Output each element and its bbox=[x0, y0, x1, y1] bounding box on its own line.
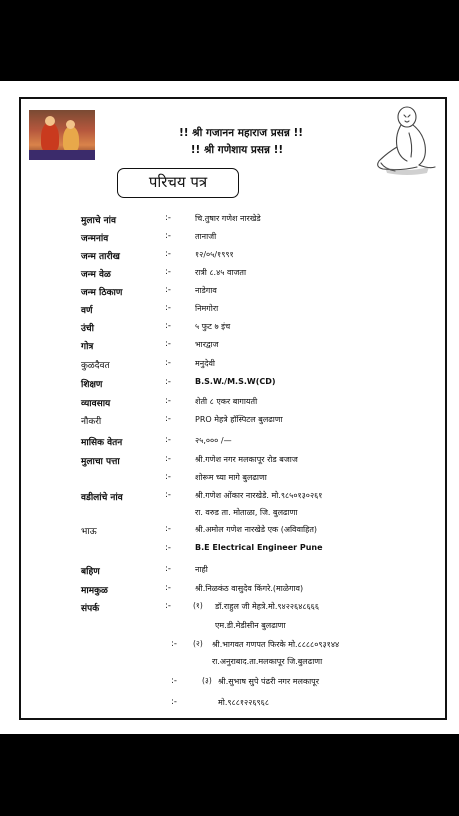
field-separator: :- bbox=[165, 583, 171, 593]
header-invocation-1: !! श्री गजानन महाराज प्रसन्न !! bbox=[178, 127, 304, 139]
field-value: मनुदेवी bbox=[195, 359, 215, 368]
row-father-address bbox=[21, 507, 445, 521]
field-value: श्री.भागवत गणपत फिरके मो.८८८८०९३१४४ bbox=[212, 640, 340, 649]
row-contact-1 bbox=[21, 601, 445, 615]
document-page bbox=[0, 81, 459, 734]
field-label: जन्म वेळ bbox=[81, 270, 111, 280]
field-label: कुळदैवत bbox=[81, 361, 110, 371]
field-value: शेती ८ एकर बागायती bbox=[195, 397, 258, 406]
field-value: एम.डी.मेडीसीन बुलढाणा bbox=[215, 621, 286, 630]
field-value: निमगोरा bbox=[195, 304, 219, 313]
field-separator: :- bbox=[165, 358, 171, 368]
biodata-frame bbox=[19, 97, 447, 720]
field-label: वडीलांचे नांव bbox=[81, 493, 123, 503]
row-birth-place bbox=[21, 285, 445, 299]
row-address bbox=[21, 454, 445, 468]
header-invocation-2: !! श्री गणेशाय प्रसन्न !! bbox=[190, 144, 284, 156]
row-family-deity bbox=[21, 358, 445, 372]
field-value: रा.अनुराबाद.ता.मलकापूर जि.बुलढाणा bbox=[212, 657, 323, 666]
field-value: श्री.गणेश ओंकार नारखेडे. मो.९८५०१३०२६१ bbox=[195, 491, 323, 500]
field-separator: :- bbox=[165, 454, 171, 464]
field-separator: :- bbox=[165, 435, 171, 445]
field-value: श्री.सुभाष सुपे पंढरी नगर मलकापूर bbox=[218, 677, 319, 686]
gajanan-maharaj-sketch bbox=[371, 103, 441, 179]
field-label: जन्म तारीख bbox=[81, 252, 120, 262]
field-label: शिक्षण bbox=[81, 380, 103, 390]
field-separator: :- bbox=[165, 524, 171, 534]
field-label: वर्ण bbox=[81, 306, 93, 316]
field-value: चि.तुषार गणेश नारखेडे bbox=[195, 214, 261, 223]
row-job bbox=[21, 414, 445, 428]
field-label: गोत्र bbox=[81, 342, 94, 352]
field-value: २५,००० /— bbox=[195, 436, 232, 445]
field-label: संपर्क bbox=[81, 604, 100, 614]
field-label: मुलाचे नांव bbox=[81, 216, 116, 226]
row-sister bbox=[21, 564, 445, 578]
field-separator: :- bbox=[165, 601, 171, 611]
field-label: भाऊ bbox=[81, 527, 97, 537]
row-contact-2-detail bbox=[21, 656, 445, 670]
row-contact-3-detail bbox=[21, 697, 445, 711]
row-birth-time bbox=[21, 267, 445, 281]
field-separator: :- bbox=[165, 564, 171, 574]
field-value: १२/०५/१९९१ bbox=[195, 250, 234, 259]
field-separator: :- bbox=[171, 639, 177, 649]
field-separator: :- bbox=[165, 396, 171, 406]
document-title: परिचय पत्र bbox=[117, 168, 239, 198]
field-label: जन्म ठिकाण bbox=[81, 288, 123, 298]
contact-number-marker: (१) bbox=[193, 601, 203, 610]
field-label: मुलाचा पत्ता bbox=[81, 457, 120, 467]
row-brother bbox=[21, 524, 445, 538]
field-separator: :- bbox=[165, 543, 171, 553]
field-separator: :- bbox=[171, 697, 177, 707]
row-occupation bbox=[21, 396, 445, 410]
row-birth-name bbox=[21, 231, 445, 245]
field-value: शोरूम च्या मागे बुलढाणा bbox=[195, 473, 267, 482]
field-value: श्री.अमोल गणेश नारखेडे एक (अविवाहित) bbox=[195, 525, 318, 534]
field-value: नाडेगाव bbox=[195, 286, 217, 295]
field-separator: :- bbox=[165, 303, 171, 313]
contact-number-marker: (३) bbox=[202, 676, 212, 685]
row-contact-3 bbox=[21, 676, 445, 690]
row-address-cont bbox=[21, 472, 445, 486]
field-separator: :- bbox=[165, 339, 171, 349]
row-maternal-family bbox=[21, 583, 445, 597]
contact-number-marker: (२) bbox=[193, 639, 203, 648]
field-value: PRO मेहत्रे हॉस्पिटल बुलढाणा bbox=[195, 415, 283, 424]
row-contact-2 bbox=[21, 639, 445, 653]
row-brother-detail bbox=[21, 543, 445, 557]
row-height bbox=[21, 321, 445, 335]
field-label: मासिक वेतन bbox=[81, 438, 123, 448]
field-separator: :- bbox=[165, 472, 171, 482]
field-value: श्री.गणेश नगर मलकापूर रोड बजाज bbox=[195, 455, 298, 464]
field-value: तानाजी bbox=[195, 232, 217, 241]
field-separator: :- bbox=[165, 249, 171, 259]
field-value: मो.९८८१२२६९६८ bbox=[218, 698, 269, 707]
field-label: बहिण bbox=[81, 567, 100, 577]
field-value: ५ फुट ७ इंच bbox=[195, 322, 231, 331]
field-separator: :- bbox=[165, 321, 171, 331]
field-label: जन्मनांव bbox=[81, 234, 109, 244]
field-value: श्री.निळकंठ वासुदेव किंगरे.(माळेगाव) bbox=[195, 584, 304, 593]
field-value: B.E Electrical Engineer Pune bbox=[195, 543, 323, 552]
field-value: भारद्वाज bbox=[195, 340, 219, 349]
field-label: नौकरी bbox=[81, 417, 102, 427]
field-separator: :- bbox=[165, 285, 171, 295]
field-label: उंची bbox=[81, 324, 94, 334]
field-separator: :- bbox=[165, 231, 171, 241]
field-separator: :- bbox=[165, 414, 171, 424]
field-separator: :- bbox=[171, 676, 177, 686]
field-label: मामकुळ bbox=[81, 586, 108, 596]
field-separator: :- bbox=[165, 267, 171, 277]
field-separator: :- bbox=[165, 377, 171, 387]
row-name bbox=[21, 213, 445, 227]
row-monthly-salary bbox=[21, 435, 445, 449]
field-label: व्यावसाय bbox=[81, 399, 111, 409]
row-father-name bbox=[21, 490, 445, 504]
field-value: नाही bbox=[195, 565, 208, 574]
row-education bbox=[21, 377, 445, 391]
field-separator: :- bbox=[165, 213, 171, 223]
field-separator: :- bbox=[165, 490, 171, 500]
field-value: B.S.W./M.S.W(CD) bbox=[195, 377, 276, 386]
row-complexion bbox=[21, 303, 445, 317]
field-value: रा. वरुड ता. मोताळा, जि. बुलढाणा bbox=[195, 508, 298, 517]
row-gotra bbox=[21, 339, 445, 353]
field-value: रात्री ८.४५ वाजता bbox=[195, 268, 247, 277]
field-value: डॉ.राहुल जी मेहत्रे.मो.९४२२६४८६६६ bbox=[215, 602, 319, 611]
row-contact-1-detail bbox=[21, 620, 445, 634]
row-birth-date bbox=[21, 249, 445, 263]
